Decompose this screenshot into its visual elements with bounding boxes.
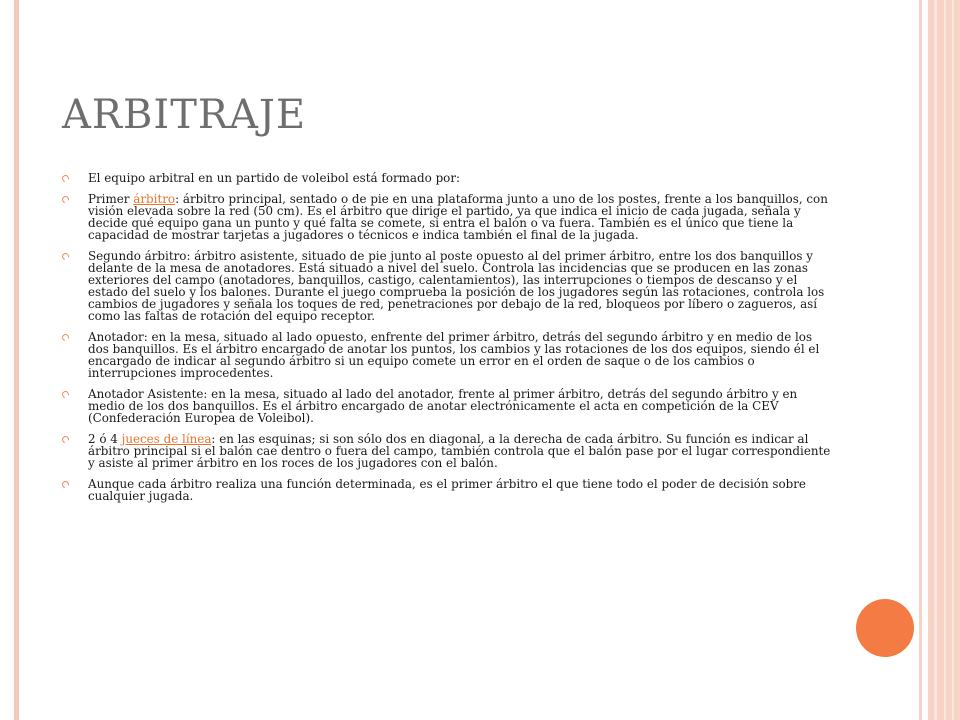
list-item — [62, 433, 832, 469]
circle-bullet-icon — [61, 480, 71, 490]
decorative-orange-circle — [856, 599, 914, 657]
item-text: Anotador: en la mesa, situado al lado opuesto, enfrente del primer árbitro, detrás del segundo árbitro y en medio de los dos banquillos. Es el árbitro encargado de anotar los puntos, los cambios y las rotaciones de los dos equipos, siendo él el encargado de indicar al segundo árbitro si un equipo comete un error en el orden de saque o de los cambios o interrupciones improcedentes. — [88, 330, 820, 380]
left-frame-line — [14, 0, 19, 720]
arbitro-link[interactable]: árbitro — [133, 192, 176, 206]
item-text: El equipo arbitral en un partido de voleibol está formado por: — [88, 171, 461, 185]
right-frame-line — [919, 0, 922, 720]
circle-bullet-icon — [61, 174, 71, 184]
item-text-before: 2 ó 4 — [88, 432, 122, 446]
circle-bullet-icon — [61, 390, 71, 400]
list-item — [62, 250, 832, 322]
circle-bullet-icon — [61, 435, 71, 445]
list-item — [62, 388, 832, 424]
slide-title: ARBITRAJE — [62, 92, 307, 138]
band-stripe — [952, 0, 954, 720]
circle-bullet-icon — [61, 195, 71, 205]
right-decorative-band — [928, 0, 960, 720]
circle-bullet-icon — [61, 252, 71, 262]
circle-bullet-icon — [61, 333, 71, 343]
item-text: Segundo árbitro: árbitro asistente, situado de pie junto al poste opuesto al del primer árbitro, entre los dos banquillos y delante de la mesa de anotadores. Está situado a nivel del suelo. Controla las incidencias que se producen en las zonas exteriores del campo (anotadores, banquillos, castigo, calentamientos), las interrupciones o tiempos de descanso y el estado del suelo y los balones. Durante el juego comprueba la posición de los jugadores según las rotaciones, controla los cambios de jugadores y señala los toques de red, penetraciones por debajo de la red, bloqueos por líbero o zagueros, así como las faltas de rotación del equipo receptor. — [88, 249, 825, 323]
list-item — [62, 331, 832, 379]
list-item — [62, 193, 832, 241]
item-text: Anotador Asistente: en la mesa, situado al lado del anotador, frente al primer árbitro, detrás del segundo árbitro y en medio de los dos banquillos. Es el árbitro encargado de anotar electrónicamente el acta en competición de la CEV (Confederación Europea de Voleibol). — [88, 387, 798, 425]
item-text-before: Primer — [88, 192, 134, 206]
item-text-after: : en las esquinas; si son sólo dos en diagonal, a la derecha de cada árbitro. Su función es indicar al árbitro principal si el balón cae dentro o fuera del campo, también controla que el balón pase por el lugar correspondiente y asiste al primer árbitro en los roces de los jugadores con el balón. — [88, 432, 831, 470]
band-stripe — [944, 0, 946, 720]
bullet-list — [62, 172, 832, 511]
item-text-after: : árbitro principal, sentado o de pie en una plataforma junto a uno de los postes, frente a los banquillos, con visión elevada sobre la red (50 cm). Es el árbitro que dirige el partido, ya que indica el inicio de cada jugada, señala y decide qué equipo gana un punto y qué falta se comete, si entra el balón o va fuera. También es el único que tiene la capacidad de mostrar tarjetas a jugadores o técnicos e indica también el final de la jugada. — [88, 192, 828, 242]
list-item — [62, 478, 832, 502]
band-stripe — [934, 0, 937, 720]
list-item — [62, 172, 832, 184]
item-text: Aunque cada árbitro realiza una función determinada, es el primer árbitro el que tiene todo el poder de decisión sobre cualquier jugada. — [88, 477, 806, 503]
jueces-de-linea-link[interactable]: jueces de línea — [121, 432, 212, 446]
